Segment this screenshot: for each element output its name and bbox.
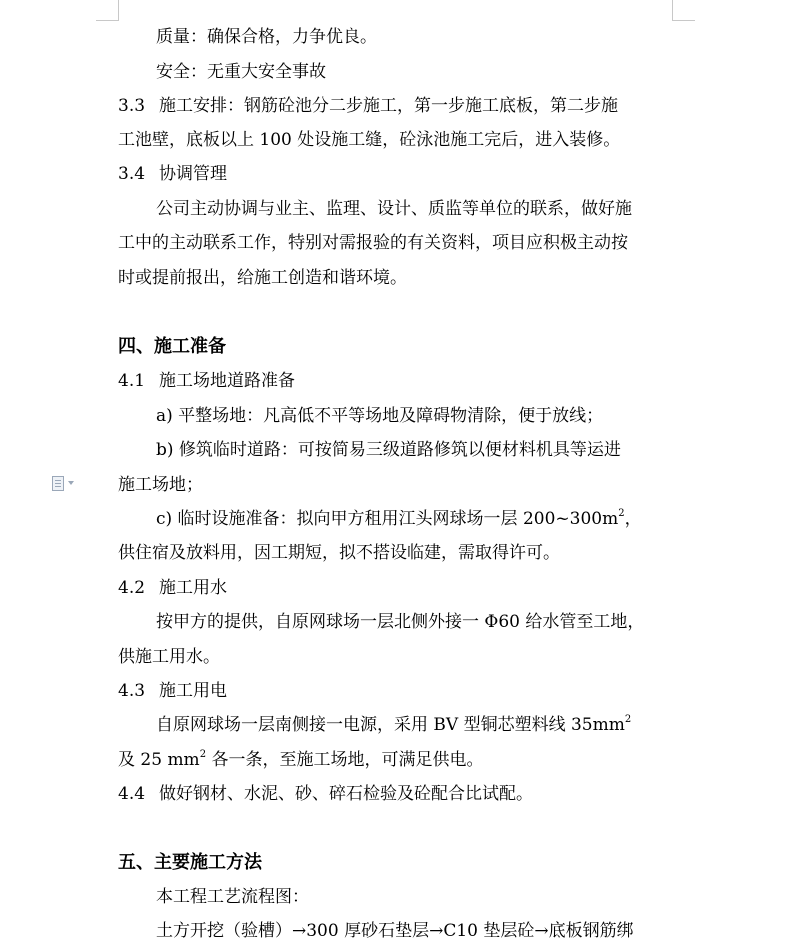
water-para-line-1: 按甲方的提供，自原网球场一层北侧外接一 Φ60 给水管至工地， — [156, 612, 645, 632]
section-title: 做好钢材、水泥、砂、碎石检验及砼配合比试配。 — [159, 784, 533, 804]
chapter-4-heading: 四、施工准备 — [118, 336, 226, 357]
item-b-line-1: b) 修筑临时道路：可按简易三级道路修筑以便材料机具等运进 — [156, 440, 621, 460]
section-number: 4.3 — [118, 681, 146, 701]
section-number: 3.3 — [118, 96, 146, 116]
coordination-para-line-1: 公司主动协调与业主、监理、设计、质监等单位的联系，做好施 — [156, 199, 632, 219]
section-3-4-heading — [118, 163, 678, 185]
section-4-3-heading — [118, 680, 678, 702]
section-4-2-heading — [118, 577, 678, 599]
process-flow-line: 土方开挖（验槽）→300 厚砂石垫层→C10 垫层砼→底板钢筋绑 — [156, 921, 634, 941]
section-number: 3.4 — [118, 164, 146, 184]
section-text: 施工安排：钢筋砼池分二步施工，第一步施工底板，第二步施 — [159, 96, 618, 116]
water-para-line-2: 供施工用水。 — [118, 647, 220, 667]
power-text: 及 25 mm — [118, 750, 200, 770]
section-4-1-heading — [118, 370, 678, 392]
coordination-para-line-3: 时或提前报出，给施工创造和谐环境。 — [118, 268, 407, 288]
chapter-5-heading: 五、主要施工方法 — [118, 852, 262, 873]
section-4-4-line — [118, 783, 678, 805]
page-corner-mark-top-left — [96, 0, 119, 21]
item-c-line-1 — [156, 508, 716, 530]
power-para-line-1 — [156, 714, 716, 736]
power-para-line-2 — [118, 749, 678, 771]
section-3-3-line-2: 工池壁，底板以上 100 处设施工缝，砼泳池施工完后，进入装修。 — [118, 130, 621, 150]
item-c-text: c) 临时设施准备：拟向甲方租用江头网球场一层 200~300m — [156, 509, 619, 529]
quality-line: 质量：确保合格，力争优良。 — [156, 27, 377, 47]
section-number: 4.4 — [118, 784, 146, 804]
document-icon — [52, 476, 64, 491]
superscript: 2 — [624, 714, 632, 726]
power-text-tail: 各一条，至施工场地，可满足供电。 — [206, 750, 484, 770]
item-c-line-2: 供住宿及放料用，因工期短，拟不搭设临建，需取得许可。 — [118, 543, 560, 563]
section-3-3-line-1 — [118, 95, 678, 117]
superscript: 2 — [199, 749, 207, 761]
section-number: 4.2 — [118, 578, 146, 598]
section-number: 4.1 — [118, 371, 146, 391]
section-title: 施工场地道路准备 — [159, 371, 295, 391]
page-corner-mark-top-right — [672, 0, 695, 21]
item-a-line: a) 平整场地：凡高低不平等场地及障碍物清除，便于放线； — [156, 406, 604, 426]
section-title: 施工用水 — [159, 578, 227, 598]
safety-line: 安全：无重大安全事故 — [156, 62, 326, 82]
power-text: 自原网球场一层南侧接一电源，采用 BV 型铜芯塑料线 35mm — [156, 715, 625, 735]
section-title: 施工用电 — [159, 681, 227, 701]
paragraph-doc-icon[interactable] — [50, 474, 76, 492]
coordination-para-line-2: 工中的主动联系工作，特别对需报验的有关资料，项目应积极主动按 — [118, 233, 628, 253]
section-title: 协调管理 — [159, 164, 227, 184]
superscript: 2 — [618, 508, 625, 520]
item-c-punct: ， — [624, 509, 642, 529]
item-b-line-2: 施工场地； — [118, 475, 203, 495]
process-intro-line: 本工程工艺流程图： — [156, 887, 309, 907]
chevron-down-icon — [68, 481, 74, 485]
